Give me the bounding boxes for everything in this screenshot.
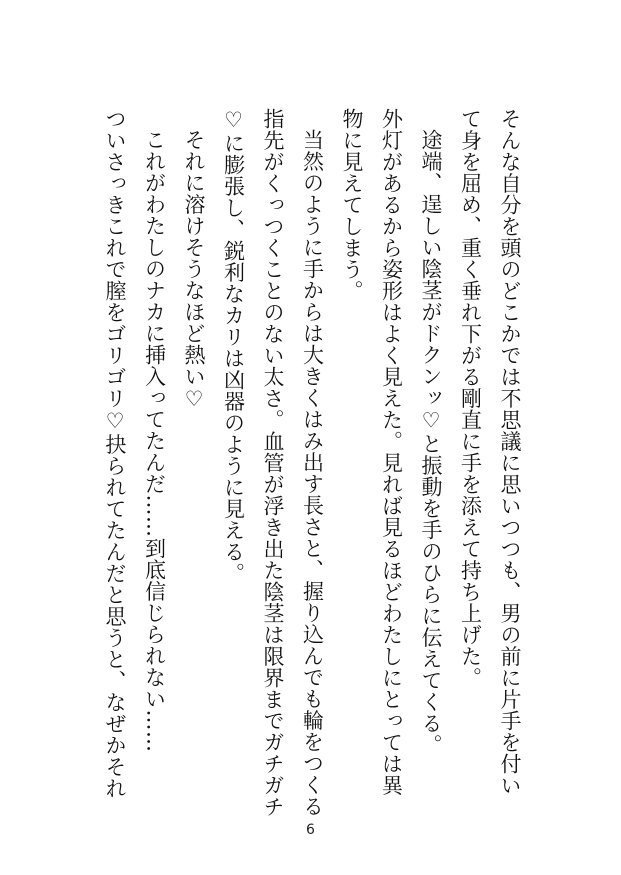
text-line: 指先がくっつくことのない太さ。血管が浮き出た陰茎は限界までガチガチ bbox=[261, 108, 285, 818]
text-line: ついさっきこれで膣をゴリゴリ♡抉られてたんだと思うと、なぜかそれ bbox=[103, 108, 127, 799]
page-number: 6 bbox=[306, 822, 315, 838]
text-line: 途端、逞しい陰茎がドクンッ♡と振動を手のひらに伝えてくる。 bbox=[419, 129, 443, 756]
text-line: ♡に膨張し、鋭利なカリは凶器のように見える。 bbox=[221, 108, 246, 584]
text-line: て身を屈め、重く垂れ下がる剛直に手を添えて持ち上げた。 bbox=[458, 108, 483, 689]
vertical-text-body bbox=[95, 108, 530, 818]
text-line: そんな自分を頭のどこかでは不思議に思いつつも、男の前に片手を付い bbox=[498, 108, 522, 796]
text-line: 当然のように手からは大きくはみ出す長さと、握り込んでも輪をつくる bbox=[300, 129, 325, 817]
text-line: それに溶けそうなほど熱い♡ bbox=[182, 129, 206, 412]
text-line: これがわたしのナカに挿入ってたんだ……到底信じられない…… bbox=[142, 129, 167, 753]
text-line: 物に見えてしまう。 bbox=[340, 108, 364, 302]
text-line: 外灯があるから姿形はよく見えた。見れば見るほどわたしにとっては異 bbox=[379, 108, 404, 796]
